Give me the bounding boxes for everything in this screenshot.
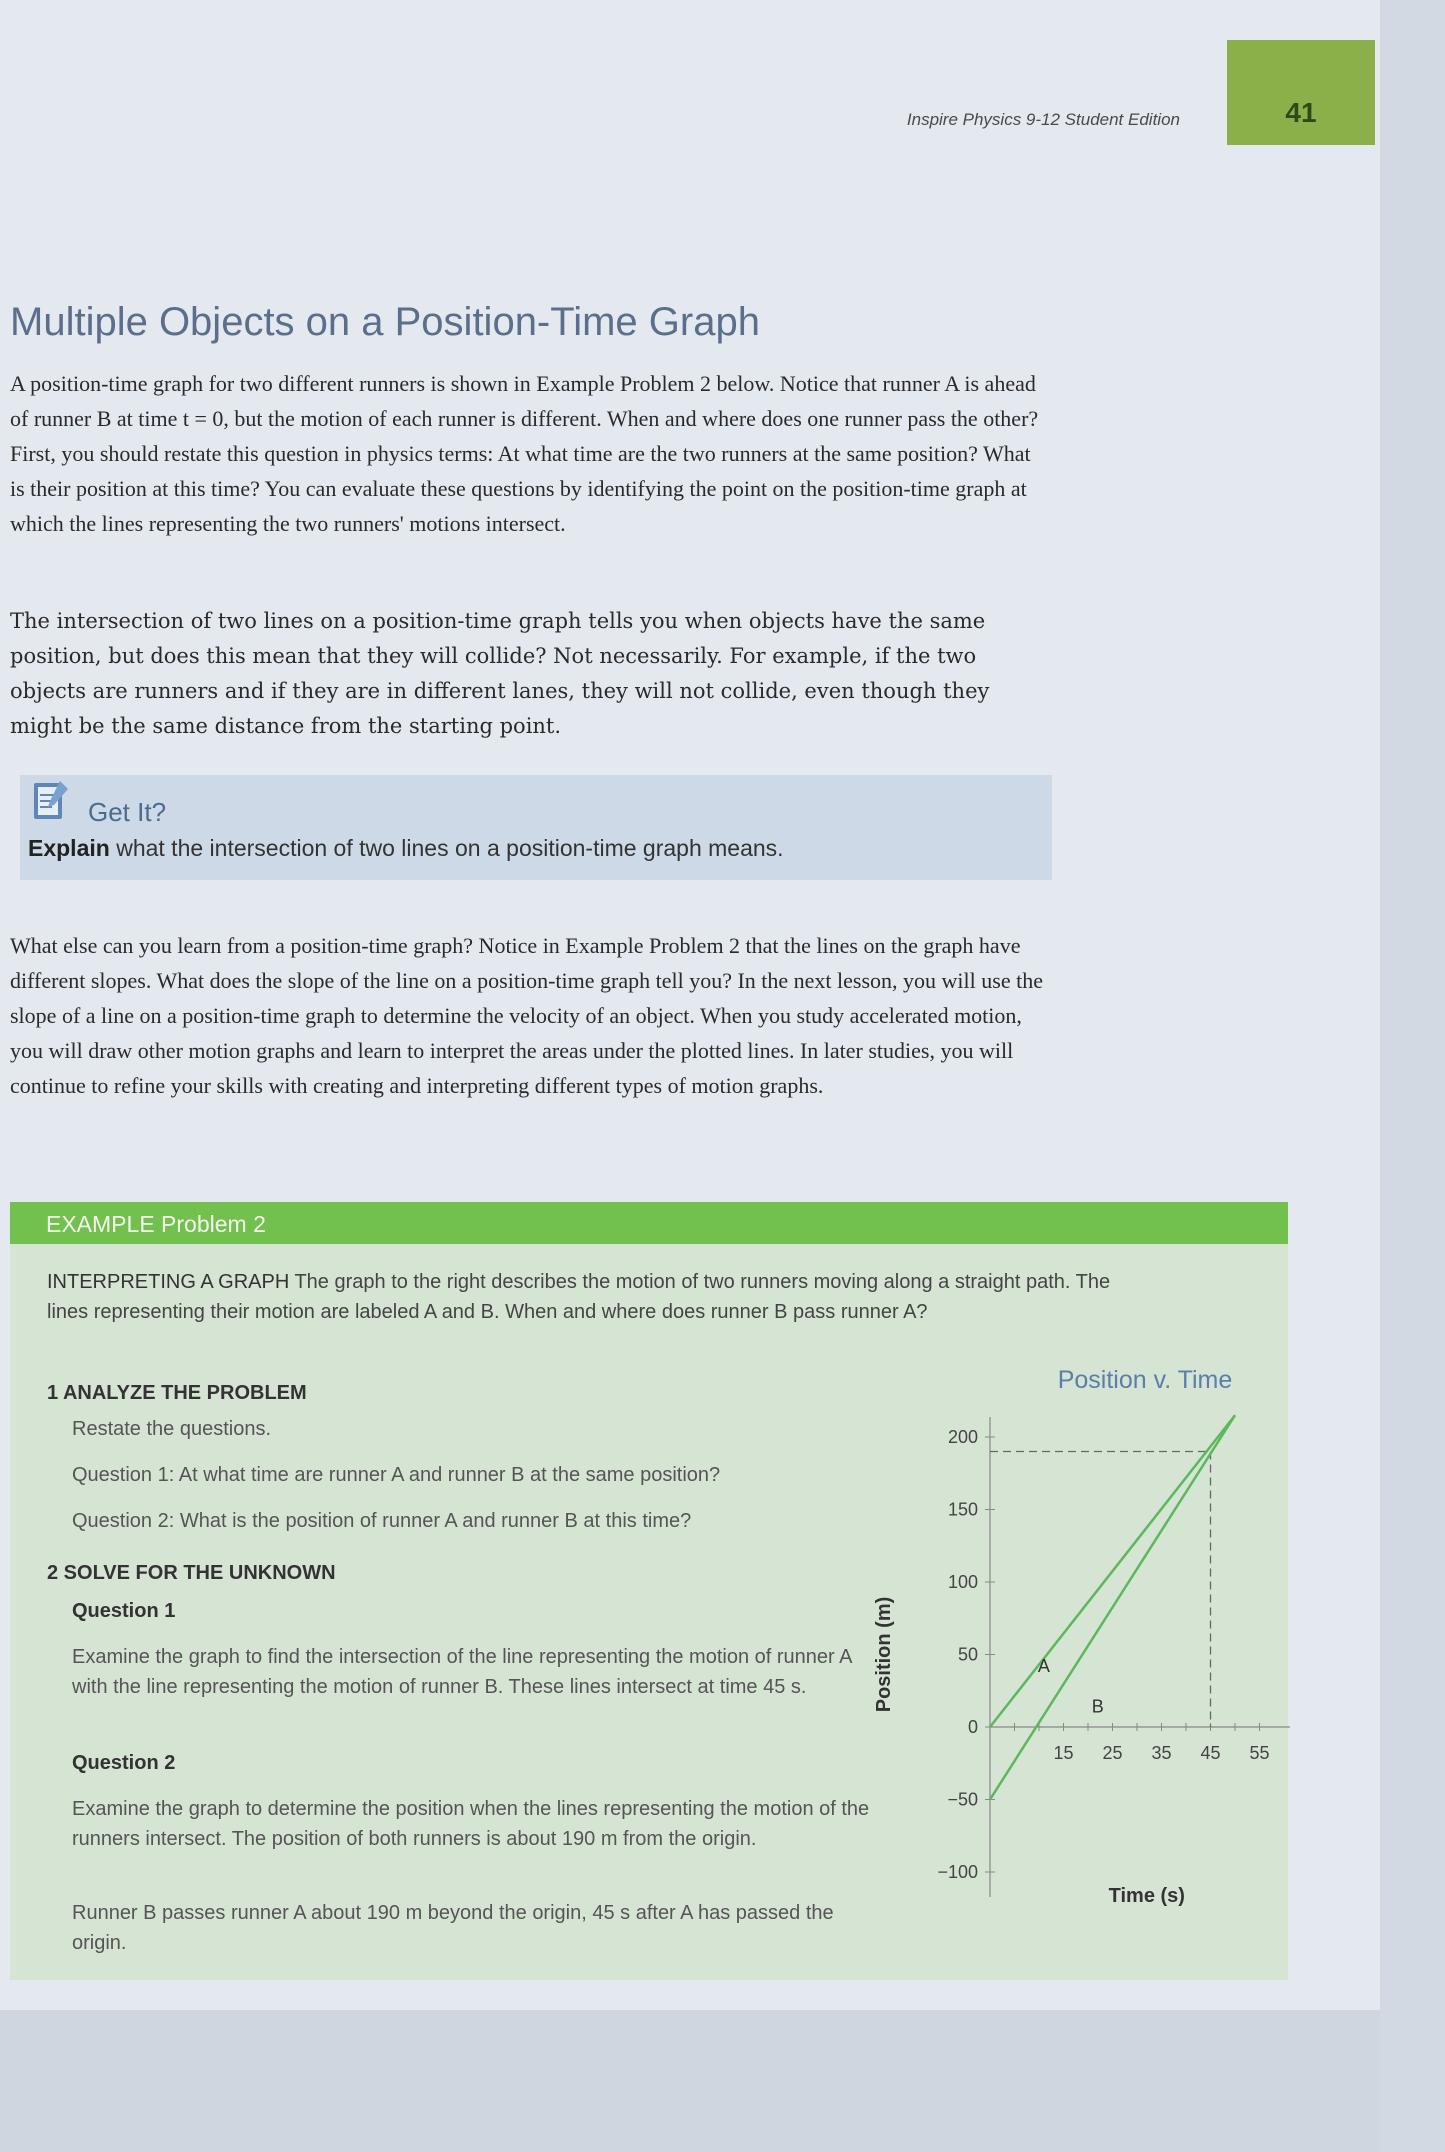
- y-tick-label: −50: [947, 1789, 978, 1810]
- step1-heading: 1 ANALYZE THE PROBLEM: [47, 1382, 307, 1404]
- question-2: Question 2: What is the position of runner A and runner B at this time?: [72, 1510, 692, 1532]
- y-tick-label: 50: [957, 1644, 978, 1665]
- answer-2: Examine the graph to determine the position when the lines representing the motion of the runners intersect. The position of both runners is about 190 m from the origin.: [72, 1798, 870, 1850]
- get-it-box: [20, 775, 1052, 880]
- example-intro-lead: INTERPRETING A GRAPH: [47, 1271, 290, 1293]
- step2-heading: 2 SOLVE FOR THE UNKNOWN: [47, 1562, 336, 1584]
- sub-question-2: Question 2: [72, 1752, 176, 1774]
- get-it-title: Get It?: [88, 797, 167, 827]
- page-edge: [1380, 0, 1445, 2152]
- paragraph-1: A position-time graph for two different runners is shown in Example Problem 2 below. Notice that runner A is ahead of runner B at time t = 0, but the motion of each runner is different. When and where does one runner pass the other? First, you should restate this question in physics terms: At what time are the two runners at the same position? What is their position at this time? You can evaluate these questions by identifying the point on the position-time graph at which the lines representing the two runners' motions intersect.: [10, 371, 1039, 536]
- y-tick-label: 150: [947, 1499, 978, 1520]
- series-line-b: [990, 1415, 1235, 1799]
- answer-1: Examine the graph to find the intersection of the line representing the motion of runner A with the line representing the motion of runner B. These lines intersect at time 45 s.: [72, 1646, 852, 1698]
- x-tick-label: 15: [1053, 1743, 1074, 1763]
- paragraph-2: The intersection of two lines on a position-time graph tells you when objects have the same position, but does this mean that they will collide? Not necessarily. For example, if the two objects are runners and if they are in different lanes, they will not collide, even though they might be the same distance from the starting point.: [10, 609, 990, 738]
- y-axis-label: Position (m): [873, 1596, 895, 1713]
- y-tick-label: −100: [937, 1862, 978, 1882]
- get-it-verb: Explain: [28, 835, 110, 861]
- x-tick-label: 35: [1151, 1743, 1172, 1763]
- x-tick-label: 55: [1249, 1743, 1270, 1763]
- series-label-a: A: [1037, 1655, 1050, 1676]
- y-tick-label: 0: [967, 1717, 978, 1737]
- x-tick-label: 25: [1102, 1743, 1123, 1763]
- series-label-b: B: [1091, 1696, 1104, 1717]
- step1-text: Restate the questions.: [72, 1418, 272, 1440]
- series-line-a: [990, 1415, 1235, 1727]
- chart-title: Position v. Time: [1057, 1366, 1233, 1394]
- book-title: Inspire Physics 9-12 Student Edition: [906, 110, 1180, 129]
- conclusion: Runner B passes runner A about 190 m beyond the origin, 45 s after A has passed the origin.: [72, 1902, 834, 1954]
- paragraph-3: What else can you learn from a position-time graph? Notice in Example Problem 2 that the lines on the graph have different slopes. What does the slope of the line on a position-time graph tell you? In the next lesson, you will use the slope of a line on a position-time graph to determine the velocity of an object. When you study accelerated motion, you will draw other motion graphs and learn to interpret the areas under the plotted lines. In later studies, you will continue to refine your skills with creating and interpreting different types of motion graphs.: [10, 933, 1043, 1098]
- section-title: Multiple Objects on a Position-Time Graph: [10, 300, 760, 344]
- question-1: Question 1: At what time are runner A and runner B at the same position?: [72, 1464, 721, 1486]
- example-header-bar: [10, 1202, 1288, 1244]
- x-tick-label: 45: [1200, 1743, 1221, 1763]
- bottom-panel: [0, 2010, 1380, 2152]
- x-axis-label: Time (s): [1108, 1885, 1185, 1907]
- y-tick-label: 100: [947, 1572, 978, 1592]
- position-time-chart: [870, 1355, 1290, 1915]
- get-it-text: what the intersection of two lines on a position-time graph means.: [116, 835, 784, 861]
- example-label: EXAMPLE Problem 2: [46, 1211, 266, 1237]
- page-number: 41: [1285, 96, 1317, 128]
- page-number-tab: [1227, 40, 1375, 145]
- notepad-icon: [30, 775, 70, 823]
- sub-question-1: Question 1: [72, 1600, 176, 1622]
- get-it-prompt: [28, 835, 784, 862]
- y-tick-label: 200: [947, 1427, 978, 1447]
- example-intro-text: The graph to the right describes the motion of two runners moving along a straight path. The lines representing their motion are labeled A and B. When and where does runner B pass runner A?: [47, 1271, 1111, 1323]
- example-intro: [47, 1267, 1127, 1327]
